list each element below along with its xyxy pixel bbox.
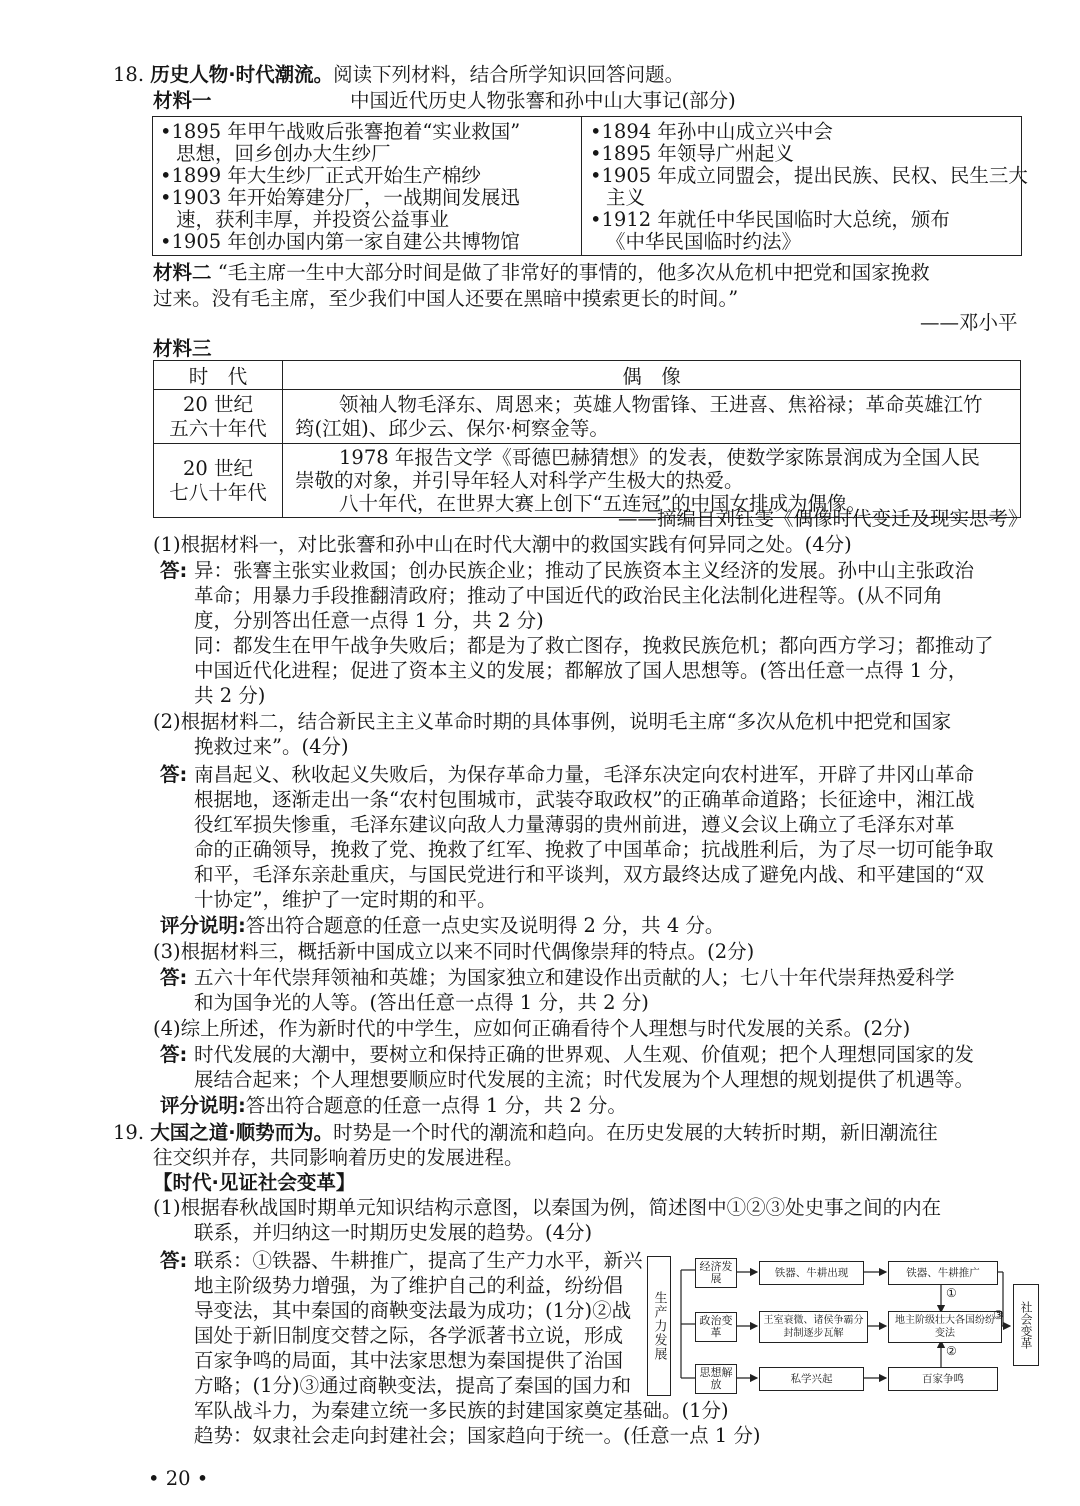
answer-line: 共 2 分) xyxy=(194,684,266,707)
answer-line: 异：张謇主张实业救国；创办民族企业；推动了民族资本主义经济的发展。孙中山主张政治 xyxy=(194,559,975,582)
diagram-productivity-box: 生产力发展 xyxy=(647,1256,671,1396)
answer-line: 中国近代化进程；促进了资本主义的发展；都解放了国人思想等。(答出任意一点得 1 分， xyxy=(194,659,968,682)
answer-line: 地主阶级势力增强，为了维护自己的利益，纷纷倡 xyxy=(194,1274,624,1297)
answer-line: 军队战斗力，为秦建立统一多民族的封建国家奠定基础。(1分) xyxy=(194,1399,729,1422)
scoring-text: 答出符合题意的任意一点得 1 分，共 2 分。 xyxy=(245,1094,627,1117)
material3-header-era: 时 代 xyxy=(154,361,283,390)
m1-right-line: 主义 xyxy=(606,186,646,209)
scoring-label: 评分说明: xyxy=(160,914,246,937)
q18-title: 历史人物·时代潮流。 xyxy=(150,63,334,86)
material3-table xyxy=(153,360,1021,518)
q19-title: 大国之道·顺势而为。 xyxy=(150,1121,334,1144)
diagram-marker-2: ② xyxy=(946,1344,957,1358)
knowledge-structure-diagram xyxy=(645,1250,1045,1410)
idol-line: 筠(江姐)、邱少云、保尔·柯察金等。 xyxy=(295,416,609,440)
m1-left-line: •1903 年开始筹建分厂，一战期间发展迅 xyxy=(160,186,520,209)
diagram-social-change-box: 社会变革 xyxy=(1013,1284,1039,1366)
answer-line: 度，分别答出任意一点得 1 分，共 2 分) xyxy=(194,609,544,632)
m1-left-line: •1905 年创办国内第一家自建公共博物馆 xyxy=(160,230,520,253)
material1-divider xyxy=(581,117,582,255)
m1-right-line: •1894 年孙中山成立兴中会 xyxy=(590,120,833,143)
page-number: • 20 • xyxy=(148,1467,209,1490)
material3-era-cell xyxy=(154,390,283,444)
answer-line: 和平，毛泽东亲赴重庆，与国民党进行和平谈判，双方最终达成了避免内战、和平建国的“双 xyxy=(194,863,984,886)
idol-line: 八十年代，在世界大赛上创下“五连冠”的中国女排成为偶像。 xyxy=(339,492,866,515)
m1-left-line: 思想，回乡创办大生纱厂 xyxy=(176,142,391,165)
material2-source: ——邓小平 xyxy=(920,311,1018,334)
diagram-feudal-decline: 王室衰微、诸侯争霸分封制逐步瓦解 xyxy=(759,1311,868,1343)
answer-line: 同：都发生在甲午战争失败后；都是为了救亡图存，挽救民族危机；都向西方学习；都推动了 xyxy=(194,634,994,657)
m1-left-line: •1899 年大生纱厂正式开始生产棉纱 xyxy=(160,164,481,187)
m1-left-line: •1895 年甲午战败后张謇抱着“实业救国” xyxy=(160,120,521,143)
q19-header xyxy=(113,1120,938,1146)
answer-line: 国处于新旧制度交替之际，各学派著书立说，形成 xyxy=(194,1324,624,1347)
material3-source: ——摘编自刘钰雯《偶像时代变迁及现实思考》 xyxy=(618,507,1028,530)
material1-label: 材料一 xyxy=(153,89,212,112)
era-line: 七八十年代 xyxy=(169,480,267,504)
m1-left-line: 速，获利丰厚，并投资公益事业 xyxy=(176,208,450,231)
answer-line: 役红军损失惨重，毛泽东建议向敌人力量薄弱的贵州前进，遵义会议上确立了毛泽东对革 xyxy=(194,813,955,836)
material3-label: 材料三 xyxy=(153,337,212,360)
m1-right-line: •1912 年就任中华民国临时大总统，颁布 xyxy=(590,208,950,231)
idol-line: 1978 年报告文学《哥德巴赫猜想》的发表，使数学家陈景润成为全国人民 xyxy=(339,446,980,469)
q18-sub4: (4)综上所述，作为新时代的中学生，应如何正确看待个人理想与时代发展的关系。(2分) xyxy=(153,1017,911,1040)
answer-line: 百家争鸣的局面，其中法家思想为秦国提供了治国 xyxy=(194,1349,624,1372)
answer-line: 联系：①铁器、牛耕推广，提高了生产力水平，新兴 xyxy=(194,1249,643,1272)
diagram-iron-tools-appear: 铁器、牛耕出现 xyxy=(759,1261,864,1285)
q19-intro: 时势是一个时代的潮流和趋向。在历史发展的大转折时期，新旧潮流往 xyxy=(333,1121,938,1144)
q18-sub2: 挽救过来”。(4分) xyxy=(194,735,349,758)
material2-label: 材料二 xyxy=(153,261,212,284)
q19-sub1: (1)根据春秋战国时期单元知识结构示意图，以秦国为例，简述图中①②③处史事之间的内在 xyxy=(153,1196,942,1219)
material2 xyxy=(153,260,930,286)
answer-line: 展结合起来；个人理想要顺应时代发展的主流；时代发展为个人理想的规划提供了机遇等。 xyxy=(194,1068,975,1091)
scoring-label: 评分说明: xyxy=(160,1094,246,1117)
diagram-landlord-reform: 地主阶级壮大各国纷纷变法 xyxy=(888,1311,1002,1343)
answer-line: 命的正确领导，挽救了党、挽救了红军、挽救了中国革命；抗战胜利后，为了尽一切可能争取 xyxy=(194,838,994,861)
material1-title: 中国近代历史人物张謇和孙中山大事记(部分) xyxy=(350,89,736,112)
q18-sub3: (3)根据材料三，概括新中国成立以来不同时代偶像崇拜的特点。(2分) xyxy=(153,940,755,963)
era-line: 20 世纪 xyxy=(182,392,253,416)
diagram-thought-box: 思想解放 xyxy=(695,1364,737,1394)
q19-number: 19. xyxy=(113,1121,145,1144)
material2-line: “毛主席一生中大部分时间是做了非常好的事情的，他多次从危机中把党和国家挽救 xyxy=(217,261,930,284)
answer-line: 南昌起义、秋收起义失败后，为保存革命力量，毛泽东决定向农村进军，开辟了井冈山革命 xyxy=(194,763,975,786)
q18-number: 18. xyxy=(113,63,145,86)
answer-label: 答: xyxy=(160,1043,188,1066)
m1-right-line: •1905 年成立同盟会，提出民族、民权、民生三大 xyxy=(590,164,1028,187)
answer-line: 根据地，逐渐走出一条“农村包围城市，武装夺取政权”的正确革命道路；长征途中，湘江战 xyxy=(194,788,975,811)
answer-line: 方略；(1分)③通过商鞅变法，提高了秦国的国力和 xyxy=(194,1374,632,1397)
answer-label: 答: xyxy=(160,559,188,582)
era-line: 五六十年代 xyxy=(169,416,267,440)
material2-line: 过来。没有毛主席，至少我们中国人还要在黑暗中摸索更长的时间。” xyxy=(153,287,739,310)
q18-sub2: (2)根据材料二，结合新民主主义革命时期的具体事例，说明毛主席“多次从危机中把党和国家 xyxy=(153,710,952,733)
answer-label: 答: xyxy=(160,1249,188,1272)
answer-line: 革命；用暴力手段推翻清政府；推动了中国近代的政治民主化法制化进程等。(从不同角 xyxy=(194,584,943,607)
diagram-marker-3: ③ xyxy=(993,1308,1004,1322)
diagram-politics-box: 政治变革 xyxy=(695,1312,737,1342)
material3-header-idol: 偶 像 xyxy=(283,361,1021,390)
answer-line: 五六十年代崇拜领袖和英雄；为国家独立和建设作出贡献的人；七八十年代崇拜热爱科学 xyxy=(194,966,955,989)
q18-header xyxy=(113,62,684,88)
diagram-hundred-schools: 百家争鸣 xyxy=(888,1367,998,1391)
answer-line: 趋势：奴隶社会走向封建社会；国家趋向于统一。(任意一点 1 分) xyxy=(194,1424,761,1447)
idol-line: 崇敬的对象，并引导年轻人对科学产生极大的热爱。 xyxy=(295,469,744,492)
q18-sub1: (1)根据材料一，对比张謇和孙中山在时代大潮中的救国实践有何异同之处。(4分) xyxy=(153,533,852,556)
material3-idol-cell xyxy=(283,390,1021,444)
q18-prompt: 阅读下列材料，结合所学知识回答问题。 xyxy=(333,63,685,86)
material3-row xyxy=(154,390,1021,444)
material3-header-row xyxy=(154,361,1021,390)
answer-line: 十协定”，维护了一定时期的和平。 xyxy=(194,888,497,911)
q19-intro: 往交织并存，共同影响着历史的发展进程。 xyxy=(153,1146,524,1169)
m1-right-line: 《中华民国临时约法》 xyxy=(606,230,802,253)
diagram-iron-tools-spread: 铁器、牛耕推广 xyxy=(888,1261,998,1285)
diagram-marker-1: ① xyxy=(946,1286,957,1300)
q19-section: 【时代·见证社会变革】 xyxy=(153,1171,356,1194)
answer-line: 时代发展的大潮中，要树立和保持正确的世界观、人生观、价值观；把个人理想同国家的发 xyxy=(194,1043,975,1066)
idol-line: 领袖人物毛泽东、周恩来；英雄人物雷锋、王进喜、焦裕禄；革命英雄江竹 xyxy=(339,392,983,416)
q19-sub1: 联系，并归纳这一时期历史发展的趋势。(4分) xyxy=(194,1221,593,1244)
scoring-note xyxy=(160,1093,627,1119)
material3-era-cell xyxy=(154,444,283,518)
m1-right-line: •1895 年领导广州起义 xyxy=(590,142,794,165)
answer-line: 导变法，其中秦国的商鞅变法最为成功；(1分)②战 xyxy=(194,1299,632,1322)
answer-label: 答: xyxy=(160,763,188,786)
diagram-economy-box: 经济发展 xyxy=(695,1258,737,1288)
era-line: 20 世纪 xyxy=(182,456,253,480)
scoring-note xyxy=(160,913,724,939)
answer-label: 答: xyxy=(160,966,188,989)
scoring-text: 答出符合题意的任意一点史实及说明得 2 分，共 4 分。 xyxy=(245,914,725,937)
answer-line: 和为国争光的人等。(答出任意一点得 1 分，共 2 分) xyxy=(194,991,649,1014)
diagram-private-schools: 私学兴起 xyxy=(759,1367,864,1391)
